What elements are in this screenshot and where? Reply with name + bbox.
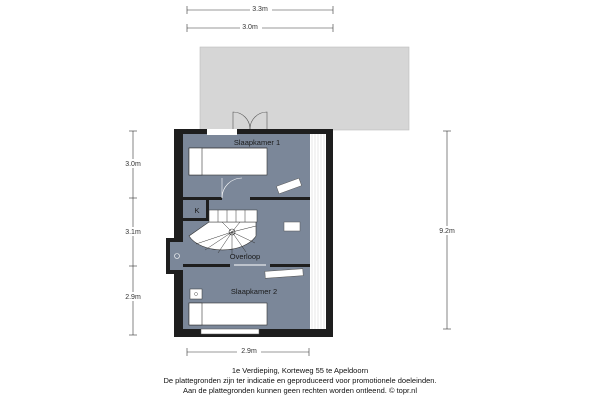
dimension-label-left-1: 3.0m [125, 161, 141, 168]
landing-skylight [284, 222, 300, 231]
caption-line-1: 1e Verdieping, Korteweg 55 te Apeldoorn [231, 366, 369, 375]
sloped-roof-zone [310, 134, 326, 329]
window-bottom [201, 329, 259, 334]
dimension-label-top-outer: 3.3m [252, 6, 268, 13]
dimension-right [435, 131, 459, 329]
dimension-label-bottom: 2.9m [241, 348, 257, 355]
room-label-k: K [194, 206, 200, 215]
dimension-left [121, 131, 145, 335]
dimension-label-left-2: 3.1m [125, 229, 141, 236]
dimension-label-top-inner: 3.0m [242, 24, 258, 31]
dimension-bottom [187, 345, 309, 356]
bed-1 [189, 148, 267, 175]
left-bump-floor [170, 242, 183, 270]
dimension-top-inner [187, 21, 333, 32]
door-opening-top [207, 129, 237, 135]
room-label-bedroom-2: Slaapkamer 2 [230, 287, 278, 296]
room-label-bedroom-1: Slaapkamer 1 [233, 138, 281, 147]
cabinet-bedroom-2 [190, 289, 202, 299]
bed-2 [189, 303, 267, 325]
roof-terrace [200, 47, 409, 130]
caption-line-3: Aan de plattegronden kunnen geen rechten worden ontleend. © topr.nl [182, 386, 418, 395]
dimension-label-left-3: 2.9m [125, 294, 141, 301]
dimension-label-right: 9.2m [439, 228, 455, 235]
dimension-top-outer [187, 3, 333, 14]
caption-line-2: De plattegronden zijn ter indicatie en geproduceerd voor promotionele doeleinden. [163, 376, 437, 385]
room-label-landing: Overloop [229, 252, 261, 261]
